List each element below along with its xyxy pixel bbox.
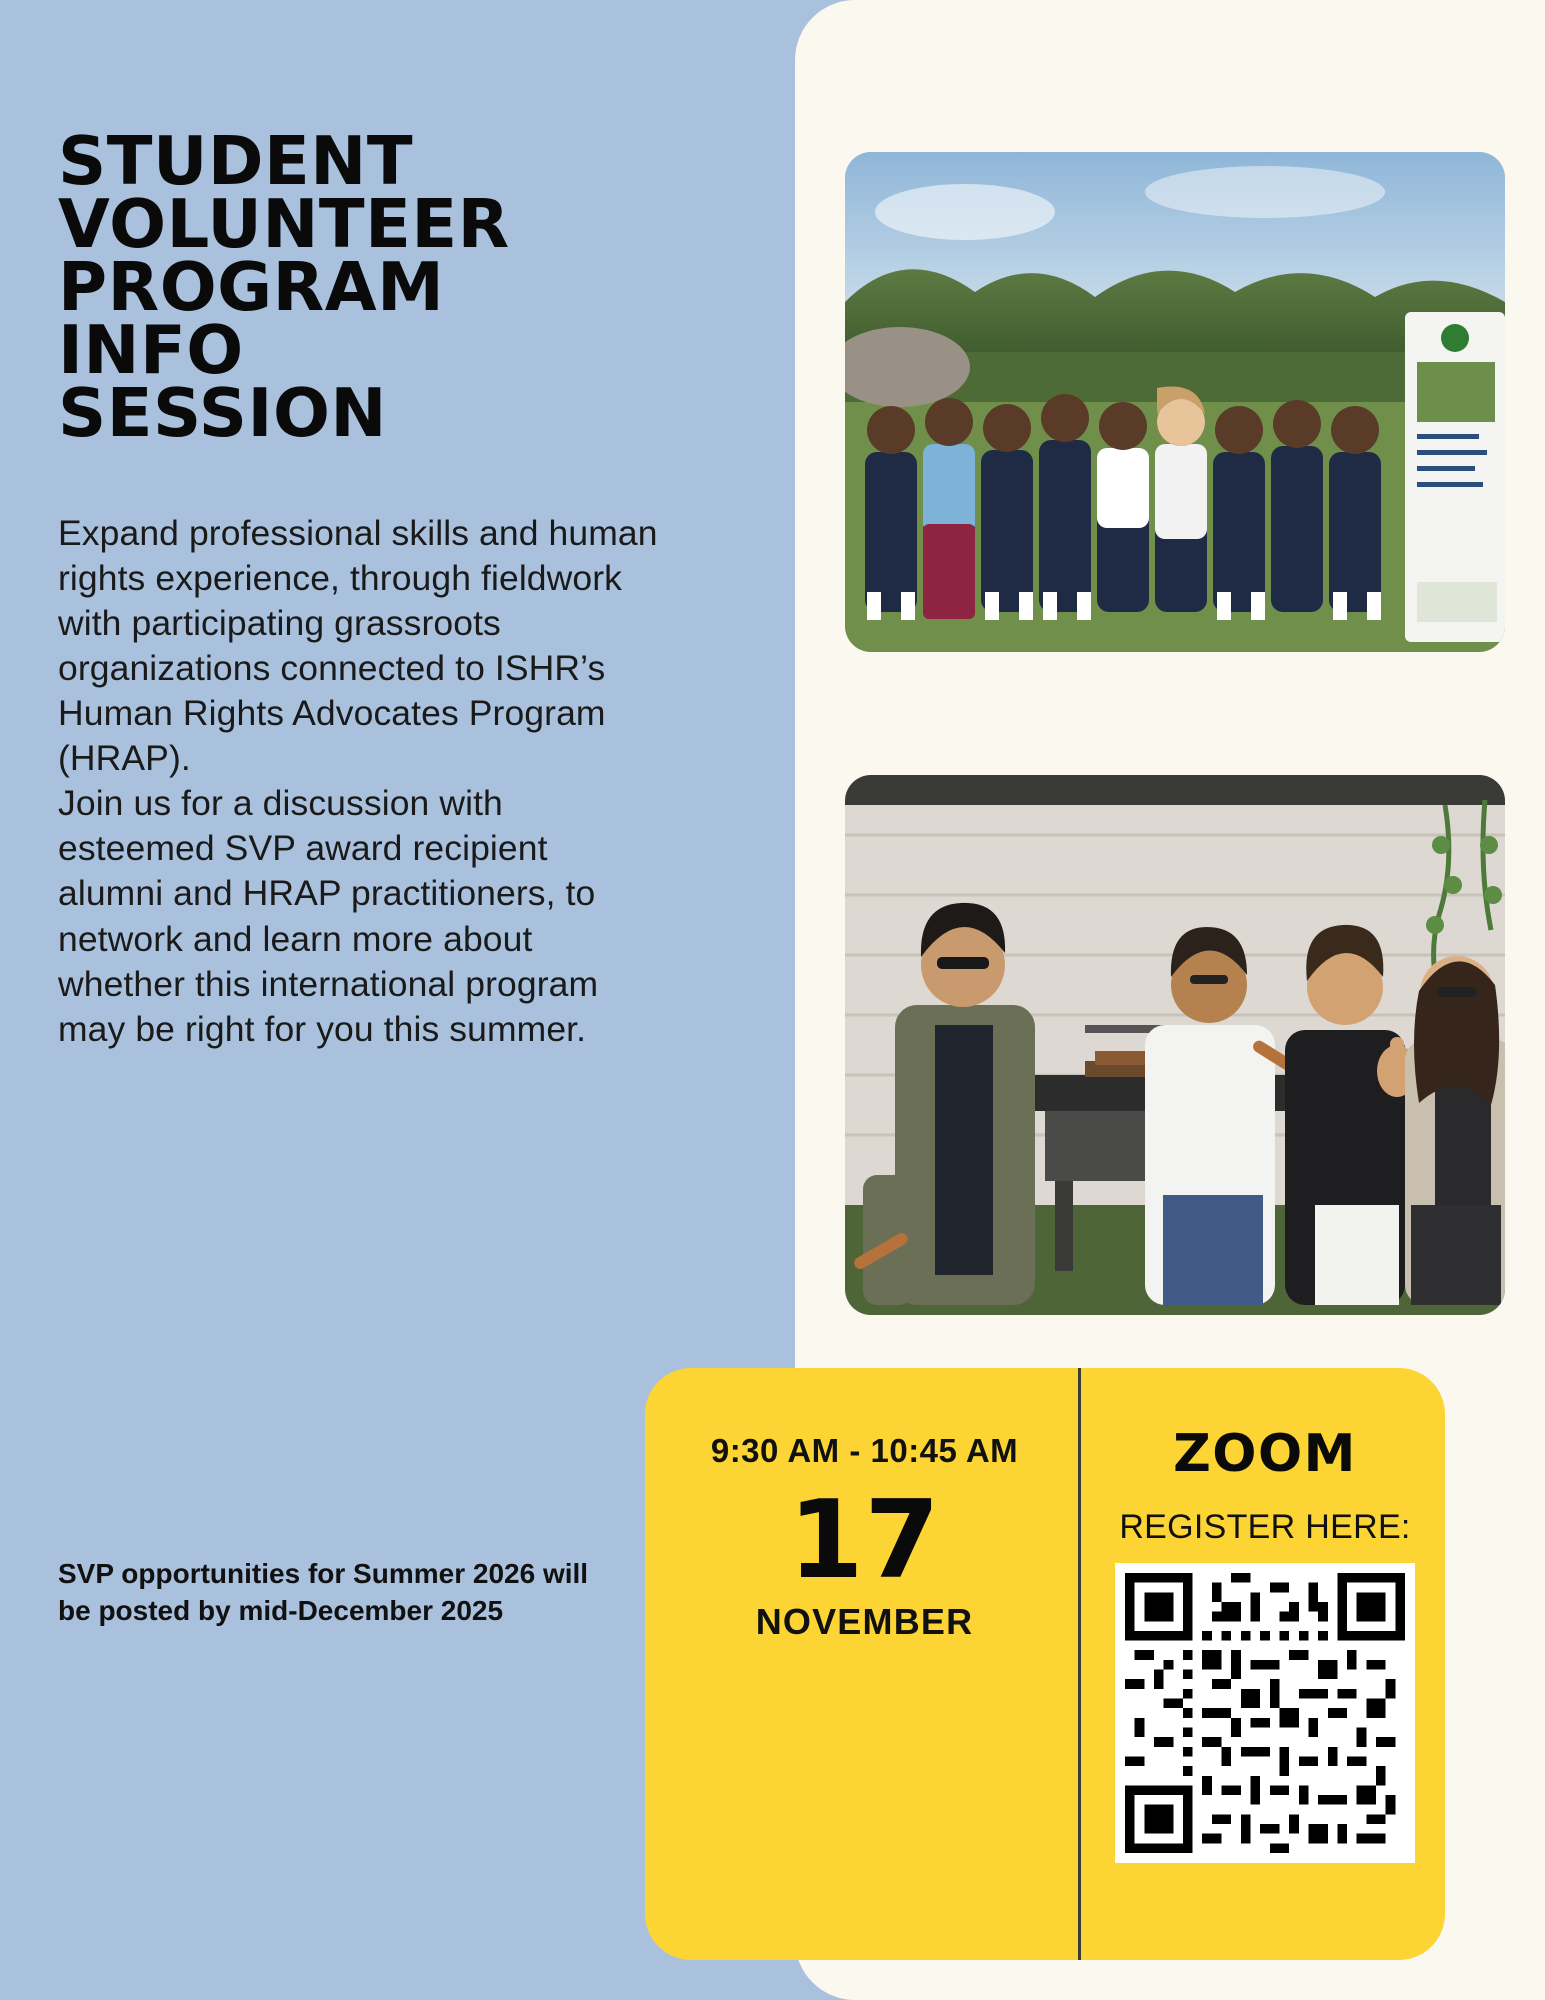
headline-line-5: SESSION [58,373,387,452]
qr-code[interactable] [1115,1563,1415,1863]
event-card-date-block [645,1368,1081,1960]
headline-line-1: STUDENT [58,122,414,200]
photo-grilling-group-graphic [845,775,1505,1315]
event-card [645,1368,1445,1960]
photo-students-group [845,152,1505,652]
footnote: SVP opportunities for Summer 2026 will be posted by mid-December 2025 [58,1558,589,1627]
page-title [58,122,735,452]
register-label: REGISTER HERE: [1119,1508,1411,1546]
event-day: 17 [788,1478,941,1603]
event-month: NOVEMBER [755,1601,974,1643]
photo-students-group-graphic [845,152,1505,652]
photo-grilling-group [845,775,1505,1315]
body-paragraph-2: Join us for a discussion with esteemed SVP award recipient alumni and HRAP practitioners, to network and learn more about whether this international program may be right for you this summer. [58,783,599,1049]
headline-line-2: VOLUNTEER [58,184,510,263]
event-time: 9:30 AM - 10:45 AM [710,1432,1019,1469]
event-card-register-block [1081,1368,1445,1960]
qr-code-graphic [1125,1573,1405,1853]
headline-line-3: PROGRAM [58,247,445,326]
body-paragraph-1: Expand professional skills and human rights experience, through fieldwork with participating grassroots organizations connected to ISHR’s Human Rights Advocates Program (HRAP). [58,512,658,779]
headline-line-4: INFO [58,310,244,389]
body-copy [58,511,658,1052]
platform-label: ZOOM [1173,1424,1357,1484]
